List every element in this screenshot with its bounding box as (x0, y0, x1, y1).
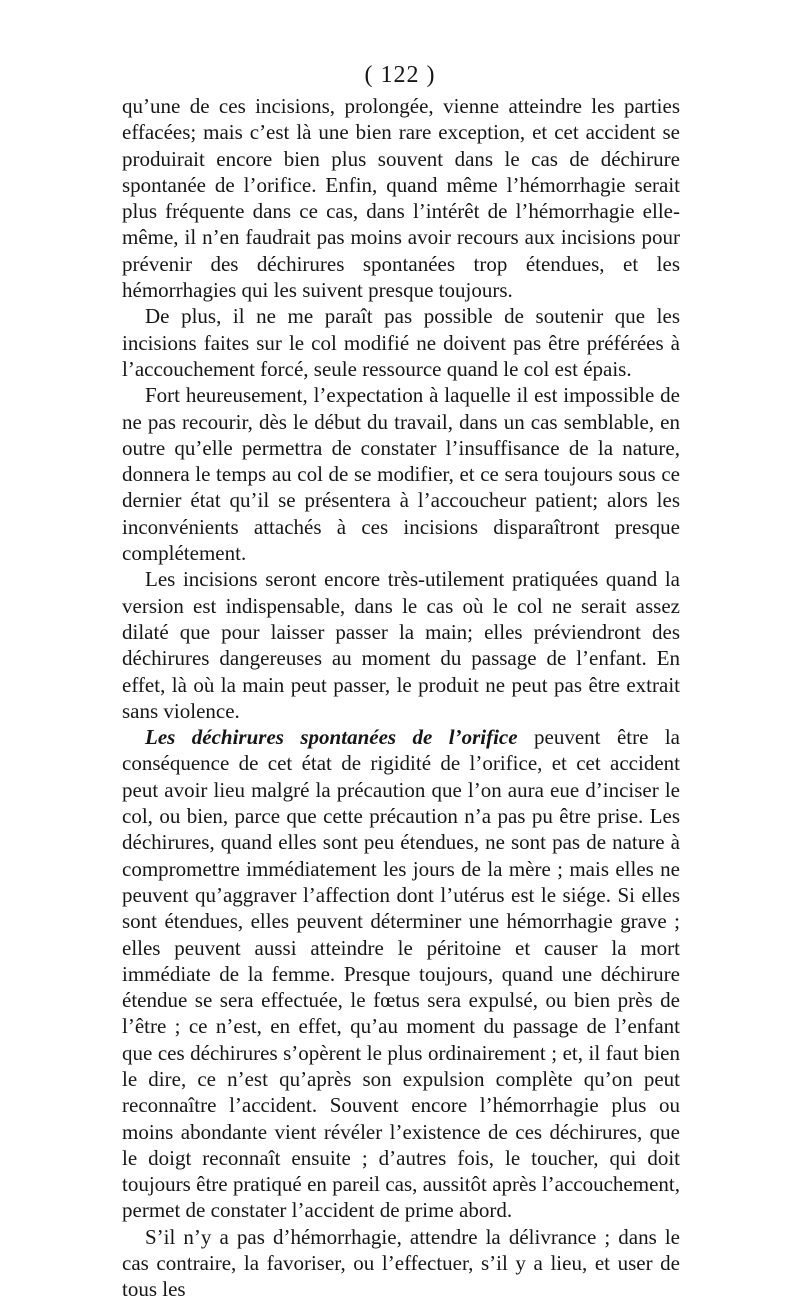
paragraph-incisions-col-modifie: De plus, il ne me paraît pas possible de soutenir que les incisions faites sur le col modifié ne doivent pas être préférées à l’accouchement forcé, seule ressource quand le col est épais. (122, 304, 680, 381)
paragraph-dechirures-spontanees (122, 724, 680, 1224)
body-text (122, 93, 680, 1303)
section-heading-emphasis: Les déchirures spontanées de l’orifice (145, 725, 518, 750)
paragraph-expectation: Fort heureusement, l’expectation à laquelle il est impossible de ne pas recourir, dès le début du travail, dans un cas semblable, en outre qu’elle permettra de constater l’insuffisance de la nature, donnera le temps au col de se modifier, et ce sera toujours sous ce dernier état qu’il se présentera à l’accoucheur patient; alors les inconvénients attachés à ces incisions disparaîtront presque complétement. (122, 383, 680, 566)
paragraph-continuation: qu’une de ces incisions, prolongée, vienne atteindre les parties effacées; mais c’est là une bien rare exception, et cet accident se produirait encore bien plus souvent dans le cas de déchirure spontanée de l’orifice. Enfin, quand même l’hémorrhagie serait plus fréquente dans ce cas, dans l’intérêt de l’hémorrhagie elle-même, il n’en faudrait pas moins avoir recours aux incisions pour prévenir des déchirures spontanées trop étendues, et les hémorrhagies qui les suivent presque toujours. (122, 94, 680, 303)
page-number: ( 122 ) (364, 62, 436, 88)
paragraph-dechirures-text: peuvent être la conséquence de cet état de rigidité de l’orifice, et cet accident peut avoir lieu malgré la précaution que l’on aura eue d’inciser le col, ou bien, parce que cette précaution n’a pas pu être prise. Les déchirures, quand elles sont peu étendues, ne sont pas de nature à compromettre immédiatement les jours de la mère ; mais elles ne peuvent qu’aggraver l’affection dont l’utérus est le siége. Si elles sont étendues, elles peuvent déterminer une hémorrhagie grave ; elles peuvent aussi atteindre le péritoine et causer la mort immédiate de la femme. Presque toujours, quand une déchirure étendue se sera effectuée, le fœtus sera expulsé, ou bien près de l’être ; ce n’est, en effet, qu’au moment du passage de l’enfant que ces déchirures s’opèrent le plus ordinairement ; et, il faut bien le dire, ce n’est qu’après son expulsion complète qu’on peut reconnaître l’accident. Souvent encore l’hémorrhagie plus ou moins abondante vient révéler l’existence de ces déchirures, que le doigt reconnaît ensuite ; d’autres fois, le toucher, qui doit toujours être pratiqué en pareil cas, aussitôt après l’accouchement, permet de constater l’accident de prime abord. (122, 725, 681, 1223)
paragraph-hemorrhagie: S’il n’y a pas d’hémorrhagie, attendre la délivrance ; dans le cas contraire, la favoriser, ou l’effectuer, s’il y a lieu, et user de tous les (122, 1224, 680, 1302)
paragraph-version: Les incisions seront encore très-utilement pratiquées quand la version est indispensable, dans le cas où le col ne serait assez dilaté que pour laisser passer la main; elles préviendront des déchirures dangereuses au moment du passage de l’enfant. En effet, là où la main peut passer, le produit ne peut pas être extrait sans violence. (122, 567, 680, 723)
